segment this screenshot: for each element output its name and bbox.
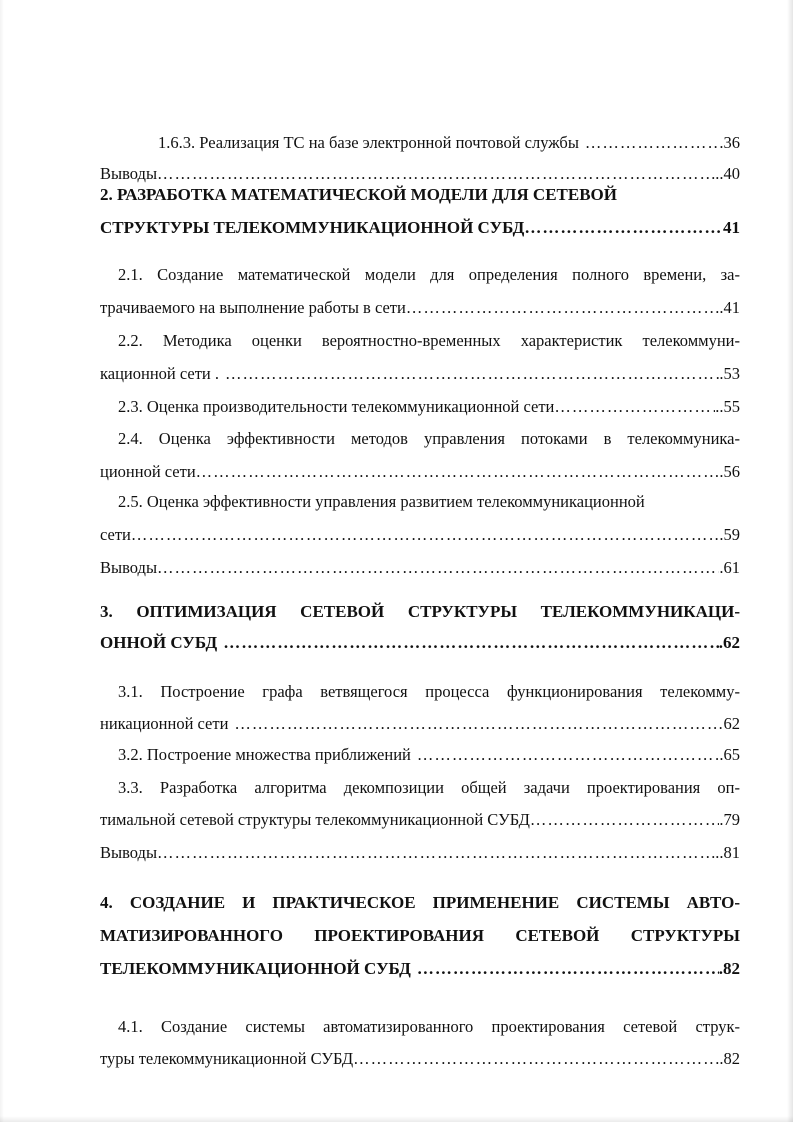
toc-heading-page: .82 — [718, 959, 740, 978]
dot-leader — [554, 397, 715, 417]
toc-entry-2-4-line1: 2.4. Оценка эффективности методов управления потоками в телекоммуника- — [118, 429, 740, 448]
dot-leader — [234, 714, 723, 734]
toc-entry-2-2-line2 — [100, 364, 740, 384]
toc-entry-title: 2.3. Оценка производительности телекоммуникационной сети — [118, 397, 555, 416]
toc-entry-title: кационной сети . — [100, 364, 220, 383]
dot-leader — [196, 462, 720, 482]
toc-entry-title: никационной сети — [100, 714, 229, 733]
toc-entry-page: ..40 — [715, 164, 740, 183]
toc-entry-page: 62 — [723, 714, 740, 733]
toc-entry-page: .53 — [719, 364, 740, 383]
toc-entry-title: трачиваемого на выполнение работы в сети — [100, 298, 406, 317]
toc-entry-page: ..41 — [715, 298, 740, 317]
toc-entry-3-1-line1: 3.1. Построение графа ветвящегося процесса функционирования телекомму- — [118, 682, 740, 701]
dot-leader — [157, 164, 715, 184]
toc-heading-page: .62 — [718, 633, 740, 652]
toc-entry-3-3-line2 — [100, 810, 740, 830]
toc-entry-title: Выводы — [100, 558, 158, 577]
toc-heading-title: ТЕЛЕКОММУНИКАЦИОННОЙ СУБД — [100, 959, 411, 978]
toc-entry-2-1-line1: 2.1. Создание математической модели для определения полного времени, за- — [118, 265, 740, 284]
dot-leader — [406, 298, 715, 318]
toc-entry-page: .36 — [719, 133, 740, 152]
toc-entry-page: .65 — [719, 745, 740, 764]
toc-entry-2-1-line2 — [100, 298, 740, 318]
toc-entry-title: туры телекоммуникационной СУБД — [100, 1049, 354, 1068]
toc-heading-3-line1: 3. ОПТИМИЗАЦИЯ СЕТЕВОЙ СТРУКТУРЫ ТЕЛЕКОММУНИКАЦИ- — [100, 602, 740, 621]
dot-leader — [353, 1049, 715, 1069]
toc-entry-title: 1.6.3. Реализация ТС на базе электронной почтовой службы — [158, 133, 579, 152]
toc-entry-page: .59 — [719, 525, 740, 544]
toc-heading-3-line2 — [100, 633, 740, 653]
toc-heading-page: 41 — [723, 218, 740, 237]
toc-entry-2-2-line1: 2.2. Методика оценки вероятностно-временных характеристик телекоммуни- — [118, 331, 740, 350]
toc-entry-1-6-3 — [158, 133, 740, 153]
toc-entry-2-5-line1: 2.5. Оценка эффективности управления развитием телекоммуникационной — [118, 492, 645, 511]
toc-heading-title: СТРУКТУРЫ ТЕЛЕКОММУНИКАЦИОННОЙ СУБД — [100, 218, 525, 237]
toc-entry-4-1-line1: 4.1. Создание системы автоматизированного проектирования сетевой струк- — [118, 1017, 740, 1036]
toc-heading-2-line2 — [100, 218, 740, 238]
toc-heading-4-line3 — [100, 959, 740, 979]
dot-leader — [585, 133, 719, 153]
toc-entry-3-1-line2 — [100, 714, 740, 734]
toc-entry-title: 3.2. Построение множества приближений — [118, 745, 411, 764]
dot-leader — [223, 633, 719, 653]
toc-entry-s1-conclusions — [100, 164, 740, 184]
toc-entry-title: Выводы — [100, 164, 158, 183]
dot-leader — [524, 218, 723, 238]
toc-entry-s3-conclusions — [100, 843, 740, 863]
toc-heading-4-line2: МАТИЗИРОВАННОГО ПРОЕКТИРОВАНИЯ СЕТЕВОЙ СТРУКТУРЫ — [100, 926, 740, 945]
toc-entry-2-5-line2 — [100, 525, 740, 545]
toc-entry-page: .61 — [719, 558, 740, 577]
toc-heading-4-line1: 4. СОЗДАНИЕ И ПРАКТИЧЕСКОЕ ПРИМЕНЕНИЕ СИСТЕМЫ АВТО- — [100, 893, 740, 912]
toc-entry-page: ..81 — [715, 843, 740, 862]
dot-leader — [157, 558, 719, 578]
toc-entry-page: ..55 — [715, 397, 740, 416]
toc-heading-title: ОННОЙ СУБД — [100, 633, 218, 652]
toc-entry-page: .56 — [719, 462, 740, 481]
toc-entry-s2-conclusions — [100, 558, 740, 578]
dot-leader — [131, 525, 719, 545]
scan-edge-left — [0, 0, 4, 1122]
dot-leader — [225, 364, 719, 384]
dot-leader — [530, 810, 720, 830]
toc-entry-3-2 — [118, 745, 740, 765]
dot-leader — [157, 843, 715, 863]
toc-heading-2-line1: 2. РАЗРАБОТКА МАТЕМАТИЧЕСКОЙ МОДЕЛИ ДЛЯ СЕТЕВОЙ — [100, 185, 617, 204]
toc-entry-page: ..82 — [715, 1049, 740, 1068]
toc-entry-title: сети — [100, 525, 131, 544]
toc-entry-3-3-line1: 3.3. Разработка алгоритма декомпозиции общей задачи проектирования оп- — [118, 778, 740, 797]
toc-entry-title: тимальной сетевой структуры телекоммуникационной СУБД — [100, 810, 530, 829]
scan-edge-bottom — [0, 1116, 793, 1122]
dot-leader — [417, 959, 719, 979]
scan-edge-right — [787, 0, 793, 1122]
toc-entry-page: .79 — [719, 810, 740, 829]
dot-leader — [417, 745, 720, 765]
toc-entry-2-4-line2 — [100, 462, 740, 482]
toc-entry-4-1-line2 — [100, 1049, 740, 1069]
toc-entry-title: Выводы — [100, 843, 158, 862]
toc-entry-title: ционной сети — [100, 462, 196, 481]
toc-entry-2-3 — [118, 397, 740, 417]
